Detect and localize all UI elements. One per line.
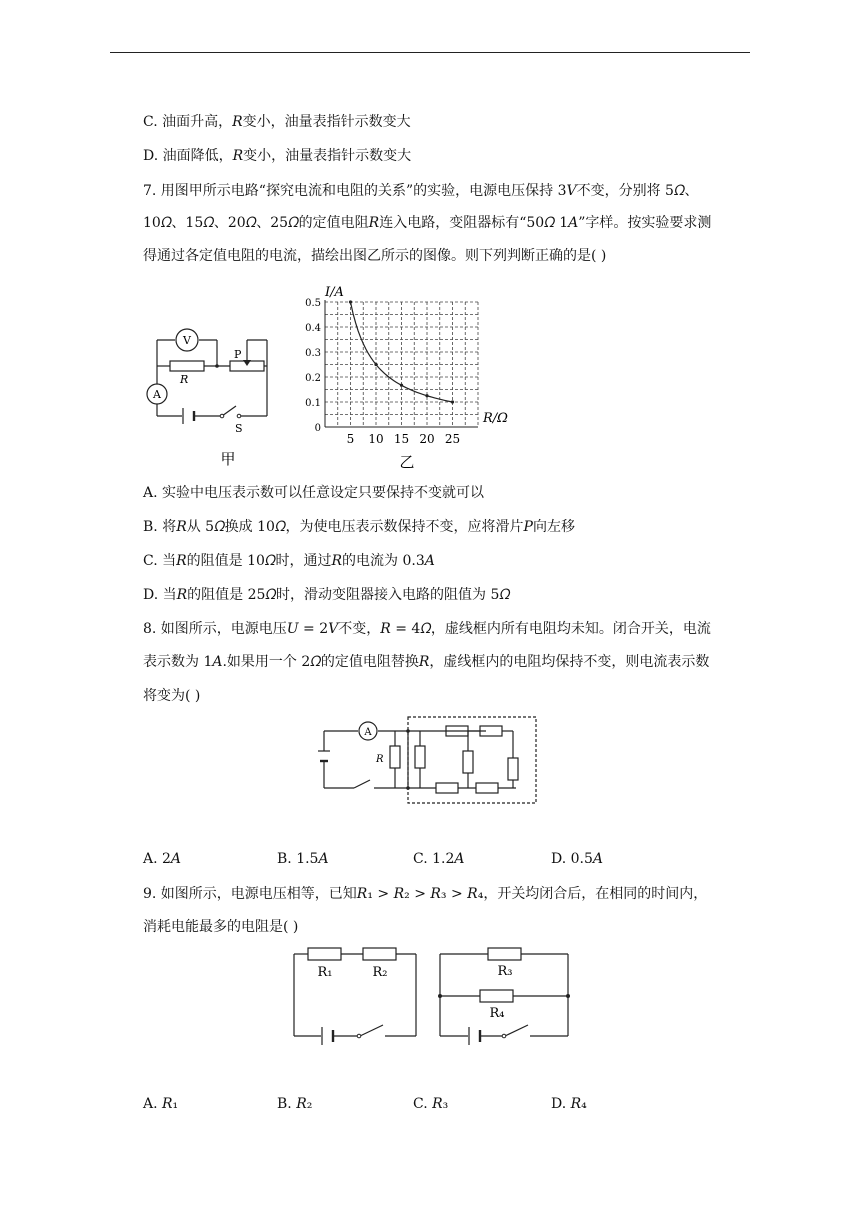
q9-stem-line2: 消耗电能最多的电阻是( ) <box>143 919 299 935</box>
q9-option-a: A. 𝑅₁ <box>143 1096 179 1112</box>
q8-stem-line2: 表示数为 1𝐴.如果用一个 2𝛺的定值电阻替换𝑅，虚线框内的电阻均保持不变，则电流表示数 <box>143 654 710 670</box>
q7-stem-line2: 10𝛺、15𝛺、20𝛺、25𝛺的定值电阻𝑅连入电路，变阻器标有“50𝛺 1𝐴”字样。按实验要求测 <box>143 215 712 231</box>
y-tick-label: 0.5 <box>305 298 321 309</box>
y-tick-label: 0.1 <box>305 398 321 409</box>
q8-option-a: A. 2𝐴 <box>143 851 182 867</box>
figure-caption-jia: 甲 <box>220 450 236 468</box>
y-tick-label: 0 <box>314 423 321 434</box>
q8-resistor-label: R <box>376 754 384 765</box>
y-tick-label: 0.4 <box>305 323 321 334</box>
x-tick-label: 15 <box>393 432 410 446</box>
q9-circuits <box>288 940 584 1055</box>
q9-option-b: B. 𝑅₂ <box>277 1096 313 1112</box>
q9-option-d: D. 𝑅₄ <box>551 1096 587 1112</box>
chart-xlabel: R/Ω <box>483 411 508 426</box>
q7-option-d: D. 当𝑅的阻值是 25𝛺时，滑动变阻器接入电路的阻值为 5𝛺 <box>143 587 510 603</box>
chart-point <box>425 394 428 397</box>
q6-option-c: C. 油面升高，𝑅变小，油量表指针示数变大 <box>143 114 411 130</box>
q9-option-c: C. 𝑅₃ <box>413 1096 449 1112</box>
label-r4: R₄ <box>489 1006 505 1021</box>
q8-ammeter-label: A <box>364 727 372 738</box>
q7-circuit-jia <box>140 318 275 468</box>
q8-stem-line1: 8. 如图所示，电源电压𝑈 = 2𝑉不变，𝑅 = 4𝛺，虚线框内所有电阻均未知。闭合开关，电流 <box>143 621 711 637</box>
x-tick-label: 20 <box>419 432 435 446</box>
q8-option-d: D. 0.5𝐴 <box>551 851 604 867</box>
label-r2: R₂ <box>372 965 388 980</box>
label-r1: R₁ <box>317 965 333 980</box>
header-rule <box>110 52 750 53</box>
chart-ylabel: I/A <box>325 285 344 300</box>
chart-point <box>374 363 377 366</box>
q7-stem-line3: 得通过各定值电阻的电流，描绘出图乙所示的图像。则下列判断正确的是( ) <box>143 248 607 264</box>
x-tick-label: 25 <box>444 432 461 446</box>
x-tick-label: 5 <box>346 432 355 446</box>
y-tick-label: 0.3 <box>305 348 321 359</box>
chart-point <box>400 384 403 387</box>
resistor-label: R <box>180 373 189 386</box>
q7-stem-line1: 7. 用图甲所示电路“探究电流和电阻的关系”的实验，电源电压保持 3𝑉不变，分别将 5𝛺、 <box>143 183 699 199</box>
label-r3: R₃ <box>497 964 513 979</box>
chart-point <box>451 400 454 403</box>
voltmeter-label: V <box>183 334 191 347</box>
q8-option-c: C. 1.2𝐴 <box>413 851 465 867</box>
ammeter-label: A <box>153 388 161 401</box>
figure-caption-yi: 乙 <box>399 453 415 471</box>
q8-option-b: B. 1.5𝐴 <box>277 851 329 867</box>
q8-stem-line3: 将变为( ) <box>143 688 201 704</box>
switch-label: S <box>235 422 243 435</box>
q8-circuit <box>318 713 540 808</box>
x-tick-label: 10 <box>368 432 384 446</box>
chart-point <box>349 300 352 303</box>
q6-option-d: D. 油面降低，𝑅变小，油量表指针示数变大 <box>143 148 412 164</box>
y-tick-label: 0.2 <box>305 373 321 384</box>
q7-option-c: C. 当𝑅的阻值是 10𝛺时，通过𝑅的电流为 0.3𝐴 <box>143 553 435 569</box>
q7-option-b: B. 将𝑅从 5𝛺换成 10𝛺，为使电压表示数保持不变，应将滑片𝑃向左移 <box>143 519 575 535</box>
slider-label: P <box>234 348 242 361</box>
q7-chart-yi <box>295 282 525 472</box>
q9-stem-line1: 9. 如图所示，电源电压相等，已知𝑅₁ > 𝑅₂ > 𝑅₃ > 𝑅₄，开关均闭合后，在相同的时间内， <box>143 886 708 902</box>
q7-option-a: A. 实验中电压表示数可以任意设定只要保持不变就可以 <box>143 485 485 501</box>
chart-grid <box>325 302 478 427</box>
